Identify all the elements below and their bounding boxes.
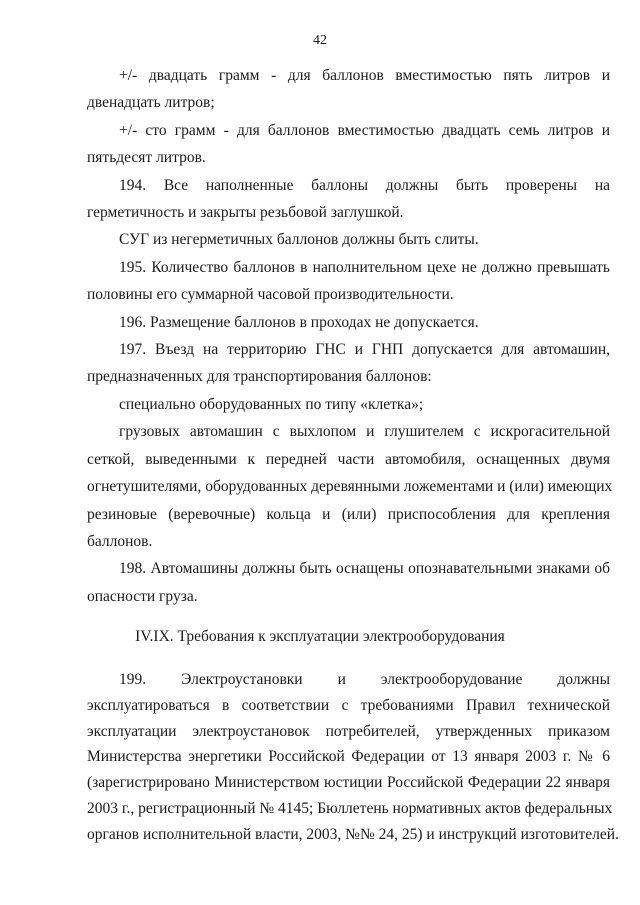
- text-line: двенадцать литров;: [87, 94, 215, 112]
- text-line: 2003 г., регистрационный № 4145; Бюллетень нормативных актов федеральных: [87, 799, 613, 817]
- text-line: резиновые (веревочные) кольца и (или) приспособления для крепления: [87, 505, 610, 523]
- text-line: специально оборудованных по типу «клетка»;: [119, 395, 424, 413]
- text-line: +/- двадцать грамм - для баллонов вместимостью пять литров и: [119, 67, 610, 84]
- paragraph-199: [87, 667, 619, 848]
- text-line: +/- сто грамм - для баллонов вместимостью двадцать семь литров и: [119, 121, 610, 139]
- text-line: (зарегистрировано Министерством юстиции Российской Федерации 22 января: [87, 774, 610, 792]
- paragraph-195: [87, 254, 610, 309]
- text-line: 197. Въезд на территорию ГНС и ГНП допускается для автомашин,: [119, 341, 610, 359]
- text-line: органов исполнительной власти, 2003, №№ 24, 25) и инструкций изготовителей.: [87, 825, 619, 843]
- text-line: эксплуатации электроустановок потребителей, утвержденных приказом: [87, 722, 610, 740]
- text-line: огнетушителями, оборудованных деревянными ложементами и (или) имеющих: [87, 478, 613, 496]
- text-line: Министерства энергетики Российской Федерации от 13 января 2003 г. № 6: [87, 748, 610, 766]
- text-line: баллонов.: [87, 532, 153, 550]
- text-line: предназначенных для транспортирования баллонов:: [87, 368, 432, 386]
- paragraph-lpg-leaky: [87, 226, 610, 253]
- text-line: сеткой, выведенными к передней части автомобиля, оснащенных двумя: [87, 450, 610, 468]
- page-number: 42: [313, 33, 327, 48]
- text-line: 198. Автомашины должны быть оснащены опознавательными знаками об: [119, 560, 610, 578]
- text-line: 199. Электроустановки и электрооборудование должны: [119, 671, 610, 688]
- body-text-section-2: [87, 667, 619, 848]
- text-line: грузовых автомашин с выхлопом и глушителем с искрогасительной: [119, 423, 610, 441]
- paragraph-trucks: [87, 418, 613, 555]
- text-line: 196. Размещение баллонов в проходах не допускается.: [119, 313, 479, 331]
- paragraph-tolerance-5-12: [87, 62, 610, 117]
- paragraph-196: [87, 309, 610, 336]
- text-line: эксплуатироваться в соответствии с требованиями Правил технической: [87, 696, 610, 714]
- text-line: половины его суммарной часовой производительности.: [87, 286, 454, 304]
- text-line: опасности груза.: [87, 587, 198, 605]
- text-line: СУГ из негерметичных баллонов должны быть слиты.: [119, 231, 479, 249]
- paragraph-tolerance-27-50: [87, 117, 610, 172]
- text-line: герметичность и закрыты резьбовой заглушкой.: [87, 204, 404, 222]
- text-line: 194. Все наполненные баллоны должны быть проверены на: [119, 176, 610, 194]
- paragraph-197: [87, 336, 610, 391]
- paragraph-cage-type: [87, 391, 610, 418]
- text-line: 195. Количество баллонов в наполнительном цехе не должно превышать: [119, 258, 610, 276]
- section-heading: IV.IX. Требования к эксплуатации электрооборудования: [135, 628, 505, 645]
- paragraph-198: [87, 555, 610, 610]
- paragraph-194: [87, 172, 610, 227]
- body-text-section-1: [87, 62, 613, 610]
- text-line: пятьдесят литров.: [87, 149, 206, 167]
